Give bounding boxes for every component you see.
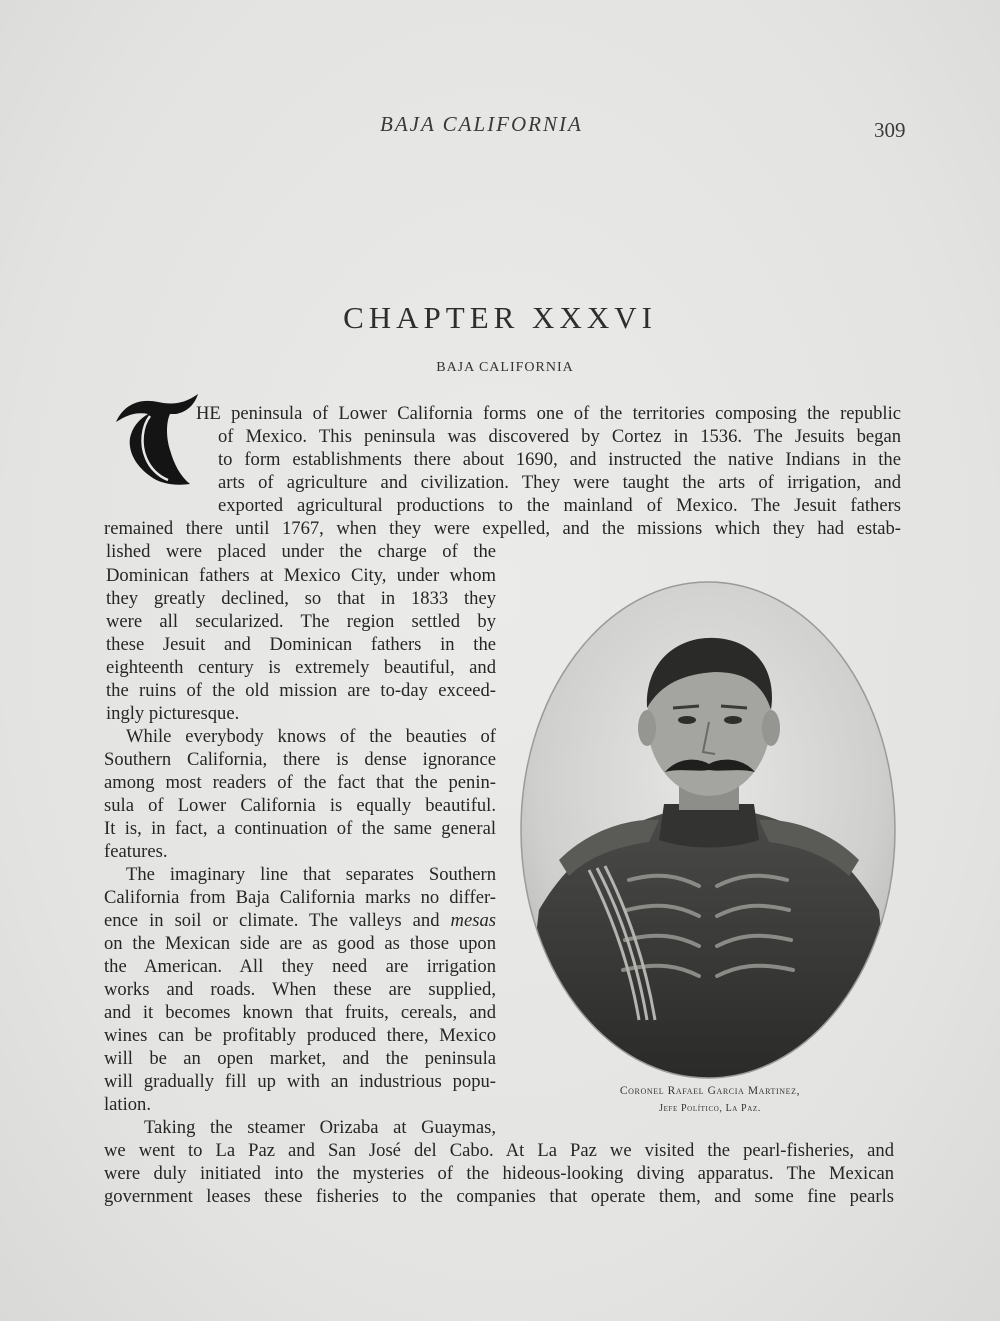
- text-line: California from Baja California marks no differ-: [104, 887, 496, 908]
- figure-caption-line1: Coronel Rafael Garcia Martinez,: [619, 1085, 801, 1097]
- text-line: arts of agriculture and civilization. They were taught the arts of irrigation, and: [218, 472, 901, 493]
- chapter-title: CHAPTER XXXVI: [343, 300, 657, 335]
- portrait-photograph: [519, 580, 897, 1080]
- text-line: these Jesuit and Dominican fathers in the: [106, 634, 496, 655]
- text-line: It is, in fact, a continuation of the same general: [104, 818, 496, 839]
- text-line: wines can be profitably produced there, Mexico: [104, 1025, 496, 1046]
- text-line: sula of Lower California is equally beautiful.: [104, 795, 496, 816]
- text-line: of Mexico. This peninsula was discovered by Cortez in 1536. The Jesuits began: [218, 426, 901, 447]
- text-line: While everybody knows of the beauties of: [126, 726, 496, 747]
- text-line: features.: [104, 841, 168, 862]
- drop-cap-t: [110, 392, 202, 492]
- text-line: government leases these fisheries to the companies that operate them, and some fine pearls: [104, 1186, 894, 1207]
- text-line: among most readers of the fact that the penin-: [104, 772, 496, 793]
- figure-caption-line2: Jefe Político, La Paz.: [659, 1103, 761, 1114]
- chapter-subtitle: BAJA CALIFORNIA: [436, 360, 574, 375]
- text-line: Taking the steamer Orizaba at Guaymas,: [144, 1117, 496, 1138]
- text-line: exported agricultural productions to the mainland of Mexico. The Jesuit fathers: [218, 495, 901, 516]
- text-line: they greatly declined, so that in 1833 they: [106, 588, 496, 609]
- text-line: ingly picturesque.: [106, 703, 240, 724]
- text-line: on the Mexican side are as good as those upon: [104, 933, 496, 954]
- text-line: eighteenth century is extremely beautiful, and: [106, 657, 496, 678]
- text-line: and it becomes known that fruits, cereals, and: [104, 1002, 496, 1023]
- running-title: BAJA CALIFORNIA: [380, 112, 583, 136]
- text-line: Southern California, there is dense ignorance: [104, 749, 496, 770]
- text-line: the American. All they need are irrigation: [104, 956, 496, 977]
- text-line: the ruins of the old mission are to-day exceed-: [106, 680, 496, 701]
- text-line: will be an open market, and the peninsula: [104, 1048, 496, 1069]
- text-line: lished were placed under the charge of the: [106, 541, 496, 562]
- text-line: Dominican fathers at Mexico City, under whom: [106, 565, 496, 586]
- text-line: were duly initiated into the mysteries of the hideous-looking diving apparatus. The Mexican: [104, 1163, 894, 1184]
- text-line: remained there until 1767, when they were expelled, and the missions which they had estab-: [104, 518, 901, 539]
- text-line: works and roads. When these are supplied,: [104, 979, 496, 1000]
- text-line: will gradually fill up with an industrious popu-: [104, 1071, 496, 1092]
- text-line: The imaginary line that separates Southern: [126, 864, 496, 885]
- text-line: we went to La Paz and San José del Cabo. At La Paz we visited the pearl-fisheries, and: [104, 1140, 894, 1161]
- text-line: were all secularized. The region settled by: [106, 611, 496, 632]
- text-line: to form establishments there about 1690, and instructed the native Indians in the: [218, 449, 901, 470]
- text-line: lation.: [104, 1094, 151, 1115]
- text-line: ence in soil or climate. The valleys and mesas: [104, 910, 496, 931]
- italic-term: mesas: [450, 910, 496, 931]
- text-line: HE peninsula of Lower California forms one of the territories composing the republic: [196, 403, 901, 424]
- page-number: 309: [874, 118, 906, 142]
